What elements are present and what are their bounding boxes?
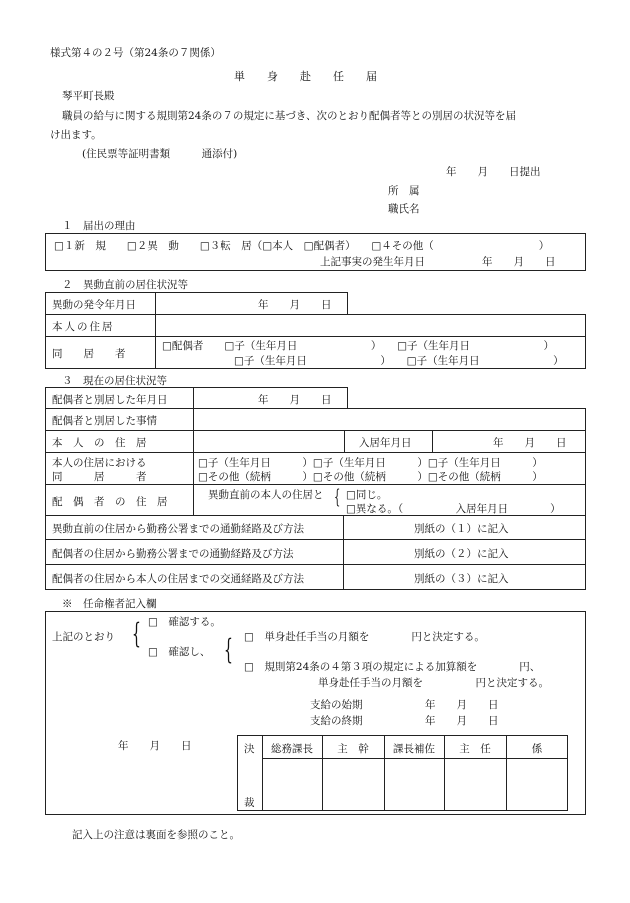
brace-icon: { bbox=[224, 633, 233, 666]
reason-options[interactable]: □１新 規 □２異 動 □３転 居（□本人 □配偶者） □４その他（ ） bbox=[54, 240, 550, 252]
section2-heading: ２ 異動直前の居住状況等 bbox=[62, 279, 188, 291]
section3-heading: ３ 現在の居住状況等 bbox=[62, 375, 167, 387]
approval-label-top: 決 bbox=[244, 743, 255, 755]
footer-note: 記入上の注意は裏面を参照のこと。 bbox=[72, 829, 240, 841]
section1-heading: １ 届出の理由 bbox=[62, 220, 136, 232]
approval-col-staff: 係 bbox=[531, 743, 543, 755]
current-residence-label: 本 人 の 住 居 bbox=[52, 437, 147, 449]
name-label: 職氏名 bbox=[388, 203, 420, 215]
confirm-option[interactable]: □ 確認する。 bbox=[148, 616, 221, 628]
separation-date-value[interactable]: 年 月 日 bbox=[258, 394, 332, 406]
addressee: 琴平町長殿 bbox=[62, 90, 115, 102]
prev-residence-label: 本人の住居 bbox=[52, 321, 115, 333]
as-above-label: 上記のとおり bbox=[52, 631, 115, 643]
order-date-label: 異動の発令年月日 bbox=[52, 299, 136, 311]
payment-end-value[interactable]: 年 月 日 bbox=[425, 715, 499, 727]
authority-heading: ※ 任命権者記入欄 bbox=[62, 598, 157, 610]
spouse-different-option[interactable]: □異なる。（ 入居年月日 ） bbox=[346, 503, 561, 515]
payment-start-value[interactable]: 年 月 日 bbox=[425, 699, 499, 711]
commute3-label: 配偶者の住居から本人の住居までの交通経路及び方法 bbox=[52, 573, 304, 585]
current-cohabitant-line1[interactable]: □子（生年月日 ）□子（生年月日 ）□子（生年月日 ） bbox=[198, 457, 543, 469]
monthly-amount-option[interactable]: □ 単身赴任手当の月額を 円と決定する。 bbox=[244, 631, 485, 643]
commute3-value: 別紙の（３）に記入 bbox=[414, 573, 509, 585]
approval-col-deputy: 課長補佐 bbox=[393, 743, 435, 755]
prev-cohabitant-label: 同 居 者 bbox=[52, 348, 126, 360]
additional-amount-line2[interactable]: 単身赴任手当の月額を 円と決定する。 bbox=[318, 677, 549, 689]
affiliation-label: 所 属 bbox=[388, 185, 420, 197]
approval-col-general-affairs: 総務課長 bbox=[271, 743, 313, 755]
occurrence-date-label: 上記事実の発生年月日 bbox=[320, 256, 425, 268]
spouse-residence-compare: 異動直前の本人の住居と bbox=[208, 489, 324, 501]
additional-amount-option[interactable]: □ 規則第24条の４第３項の規定による加算額を 円、 bbox=[244, 661, 541, 673]
commute2-value: 別紙の（２）に記入 bbox=[414, 548, 509, 560]
spouse-same-option[interactable]: □同じ。 bbox=[346, 489, 388, 501]
commute1-value: 別紙の（１）に記入 bbox=[414, 523, 509, 535]
attachment-note: (住民票等証明書類 通添付) bbox=[82, 148, 238, 160]
payment-start-label: 支給の始期 bbox=[310, 699, 363, 711]
move-in-value[interactable]: 年 月 日 bbox=[493, 437, 567, 449]
approval-col-supervisor: 主 任 bbox=[459, 743, 491, 755]
form-title: 単 身 赴 任 届 bbox=[234, 70, 377, 83]
intro-text-line2: け出ます。 bbox=[50, 129, 102, 141]
prev-residence-row bbox=[45, 314, 586, 337]
commute2-label: 配偶者の住居から勤務公署までの通勤経路及び方法 bbox=[52, 548, 294, 560]
approval-col-chief: 主 幹 bbox=[337, 743, 369, 755]
spouse-residence-label: 配 偶 者 の 住 居 bbox=[52, 496, 168, 508]
intro-text-line1: 職員の給与に関する規則第24条の７の規定に基づき、次のとおり配偶者等との別居の状況等を届 bbox=[62, 110, 516, 122]
brace-icon: { bbox=[334, 484, 341, 508]
decision-date[interactable]: 年 月 日 bbox=[118, 740, 192, 752]
current-cohabitant-label1: 本人の住居における bbox=[52, 457, 147, 469]
order-date-value[interactable]: 年 月 日 bbox=[258, 299, 332, 311]
move-in-label: 入居年月日 bbox=[359, 437, 412, 449]
form-number: 様式第４の２号（第24条の７関係） bbox=[50, 47, 221, 59]
prev-cohabitant-line2[interactable]: □子（生年月日 ） □子（生年月日 ） bbox=[234, 355, 564, 367]
submission-date[interactable]: 年 月 日提出 bbox=[446, 166, 541, 178]
payment-end-label: 支給の終期 bbox=[310, 715, 363, 727]
current-cohabitant-line2[interactable]: □その他（続柄 ）□その他（続柄 ）□その他（続柄 ） bbox=[198, 471, 543, 483]
separation-date-label: 配偶者と別居した年月日 bbox=[52, 394, 168, 406]
current-cohabitant-label2: 同 居 者 bbox=[52, 471, 147, 483]
brace-icon: { bbox=[132, 617, 141, 650]
commute1-label: 異動直前の住居から勤務公署までの通勤経路及び方法 bbox=[52, 523, 304, 535]
occurrence-date-value[interactable]: 年 月 日 bbox=[482, 256, 556, 268]
separation-reason-label: 配偶者と別居した事情 bbox=[52, 415, 157, 427]
approval-label-bottom: 裁 bbox=[244, 797, 255, 809]
prev-cohabitant-line1[interactable]: □配偶者 □子（生年月日 ） □子（生年月日 ） bbox=[162, 340, 555, 352]
confirm-and-option[interactable]: □ 確認し、 bbox=[148, 646, 211, 658]
